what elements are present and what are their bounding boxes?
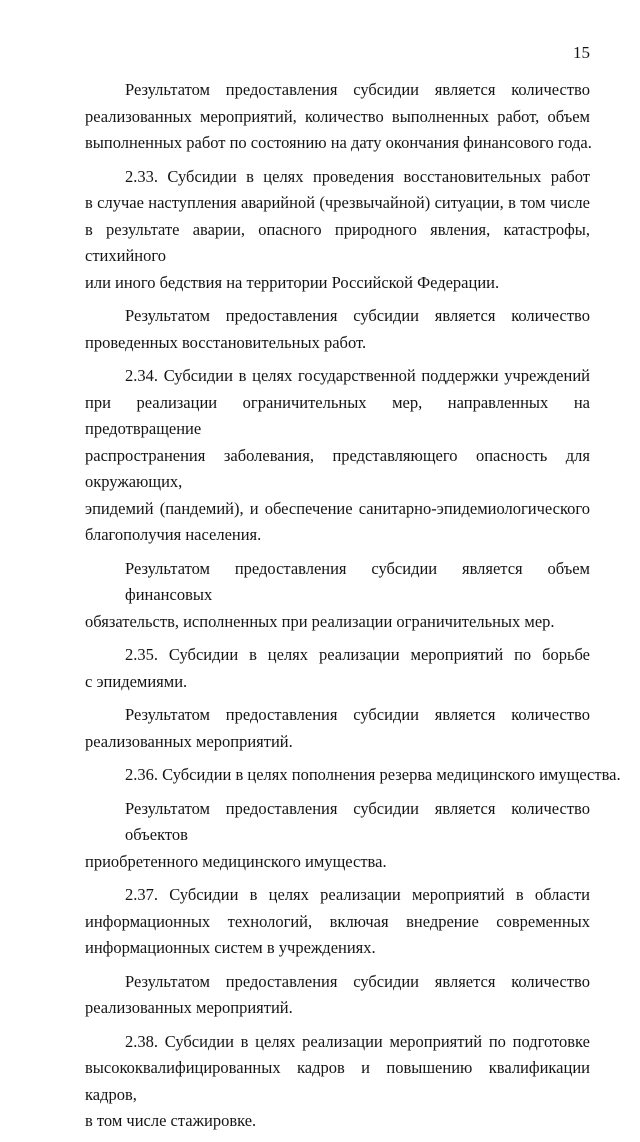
text-line: проведенных восстановительных работ. — [85, 332, 367, 352]
paragraph — [85, 303, 590, 356]
text-line: распространения заболевания, представляющего опасность для окружающих, — [85, 445, 590, 491]
page-number: 15 — [573, 43, 590, 62]
text-line: 2.36. Субсидии в целях пополнения резерва медицинского имущества. — [125, 765, 621, 784]
paragraph — [85, 77, 590, 157]
text-line: реализованных мероприятий. — [85, 731, 293, 751]
text-line: 2.34. Субсидии в целях государственной поддержки учреждений — [125, 366, 590, 385]
text-line: эпидемий (пандемий), и обеспечение санитарно-эпидемиологического — [85, 498, 590, 518]
text-line: в случае наступления аварийной (чрезвычайной) ситуации, в том числе — [85, 193, 590, 212]
text-line: выполненных работ по состоянию на дату окончания финансового года. — [85, 133, 592, 152]
paragraph — [85, 164, 590, 297]
text-line: Результатом предоставления субсидии является количество — [125, 306, 590, 325]
text-line: при реализации ограничительных мер, направленных на предотвращение — [85, 392, 590, 438]
text-line: 2.37. Субсидии в целях реализации мероприятий в области — [125, 885, 590, 904]
text-line: реализованных мероприятий, количество выполненных работ, объем — [85, 106, 590, 126]
text-line: высококвалифицированных кадров и повышению квалификации кадров, — [85, 1058, 590, 1104]
text-line: 2.33. Субсидии в целях проведения восстановительных работ — [125, 166, 590, 186]
paragraph — [85, 882, 590, 962]
text-line: информационных систем в учреждениях. — [85, 938, 376, 957]
paragraph — [85, 1029, 590, 1135]
text-line: Результатом предоставления субсидии является количество — [125, 705, 590, 724]
text-line: с эпидемиями. — [85, 671, 188, 691]
paragraph — [85, 796, 590, 876]
text-line: реализованных мероприятий. — [85, 998, 293, 1017]
text-line: информационных технологий, включая внедрение современных — [85, 911, 590, 931]
paragraph — [85, 969, 590, 1022]
text-line: Результатом предоставления субсидии является объем финансовых — [125, 558, 590, 604]
text-line: Результатом предоставления субсидии является количество объектов — [125, 798, 590, 844]
document-body — [85, 77, 621, 1142]
text-line: Результатом предоставления субсидии является количество — [125, 80, 590, 99]
text-line: или иного бедствия на территории Российской Федерации. — [85, 272, 500, 292]
text-line: 2.35. Субсидии в целях реализации мероприятий по борьбе — [125, 645, 590, 664]
paragraph — [85, 762, 621, 789]
paragraph — [85, 363, 590, 549]
text-line: благополучия населения. — [85, 525, 262, 544]
text-line: в том числе стажировке. — [85, 1111, 257, 1130]
text-line: в результате аварии, опасного природного явления, катастрофы, стихийного — [85, 219, 590, 265]
paragraph — [85, 642, 590, 695]
paragraph — [85, 702, 590, 755]
paragraph — [85, 556, 590, 636]
text-line: приобретенного медицинского имущества. — [85, 851, 387, 871]
text-line: Результатом предоставления субсидии является количество — [125, 971, 590, 991]
text-line: обязательств, исполненных при реализации ограничительных мер. — [85, 611, 555, 631]
text-line: 2.38. Субсидии в целях реализации мероприятий по подготовке — [125, 1031, 590, 1051]
